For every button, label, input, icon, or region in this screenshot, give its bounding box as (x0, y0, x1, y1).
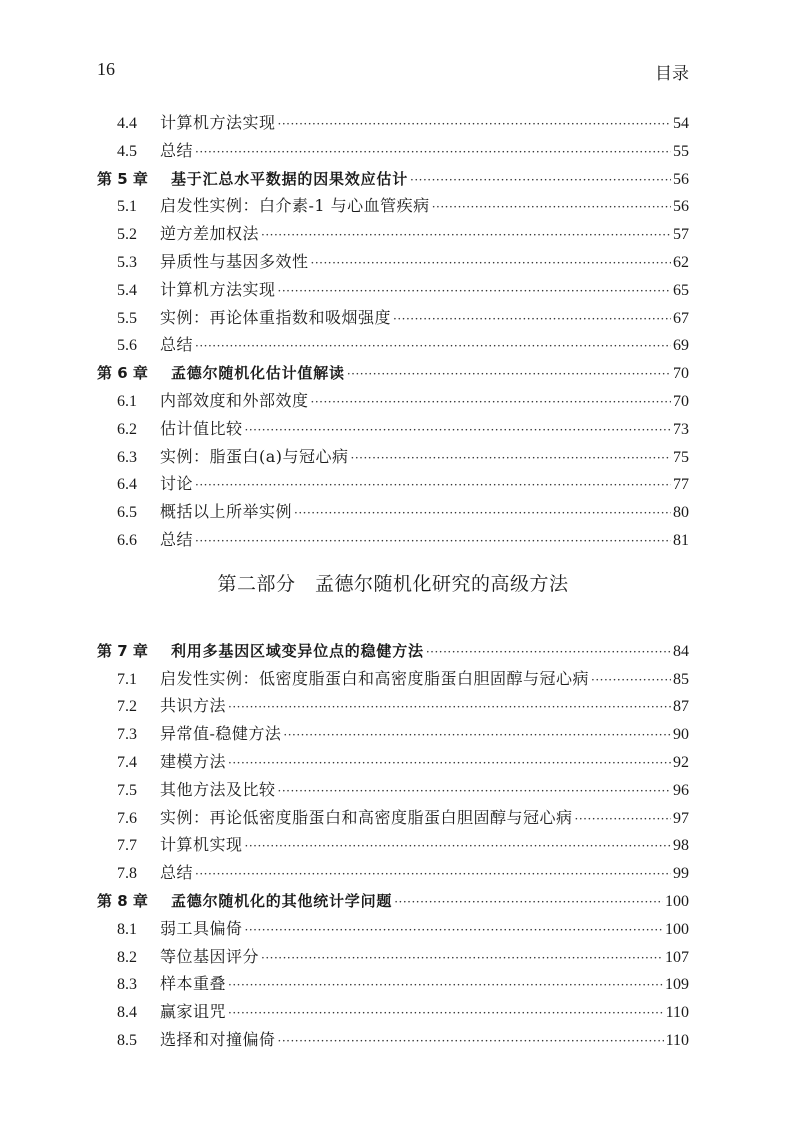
toc-entry-number: 第 6 章 (97, 364, 148, 383)
toc-entry-page: 65 (673, 281, 689, 299)
toc-entry-number: 6.5 (117, 504, 137, 522)
running-head: 目录 (655, 64, 689, 84)
toc-entry-number: 8.2 (117, 948, 137, 966)
toc-entry-title: 计算机方法实现 (160, 279, 276, 299)
toc-entry-number: 4.5 (117, 142, 137, 160)
dot-leader (195, 137, 671, 167)
toc-entry-page: 67 (673, 309, 689, 327)
dot-leader (228, 998, 664, 1028)
dot-leader (575, 804, 671, 834)
toc-entry-page: 110 (665, 1031, 689, 1049)
toc-section-entry[interactable] (97, 248, 689, 276)
dot-leader (245, 915, 663, 945)
toc-entry-number: 5.5 (117, 309, 137, 327)
dot-leader (294, 498, 671, 528)
dot-leader (432, 192, 671, 222)
toc-entry-title: 总结 (160, 863, 194, 883)
part-heading: 第二部分 孟德尔随机化研究的高级方法 (217, 572, 569, 595)
toc-entry-title: 基于汇总水平数据的因果效应估计 (171, 169, 409, 188)
dot-leader (311, 387, 671, 417)
toc-entry-page: 107 (665, 948, 689, 966)
toc-section-entry[interactable] (97, 720, 689, 748)
toc-entry-number: 8.4 (117, 1004, 137, 1022)
toc-entry-title: 总结 (160, 529, 194, 549)
dot-leader (347, 359, 671, 389)
toc-entry-page: 84 (673, 642, 689, 660)
toc-section-entry[interactable] (97, 804, 689, 832)
toc-entry-number: 6.2 (117, 420, 137, 438)
toc-entry-title: 实例：再论低密度脂蛋白和高密度脂蛋白胆固醇与冠心病 (160, 807, 573, 827)
toc-entry-title: 异常值-稳健方法 (160, 724, 282, 744)
dot-leader (426, 637, 671, 667)
toc-entry-page: 92 (673, 753, 689, 771)
table-of-contents (97, 109, 689, 1054)
toc-entry-title: 实例：脂蛋白(a)与冠心病 (160, 446, 349, 466)
toc-section-entry[interactable] (97, 859, 689, 887)
toc-entry-page: 56 (673, 198, 689, 216)
toc-entry-title: 总结 (160, 335, 194, 355)
dot-leader (311, 248, 671, 278)
toc-entry-number: 5.6 (117, 337, 137, 355)
toc-entry-title: 赢家诅咒 (160, 1002, 227, 1022)
toc-section-entry[interactable] (97, 915, 689, 943)
toc-entry-number: 7.6 (117, 809, 137, 827)
toc-section-entry[interactable] (97, 1026, 689, 1054)
toc-entry-number: 5.4 (117, 281, 137, 299)
dot-leader (393, 304, 671, 334)
toc-chapter-entry[interactable] (97, 359, 689, 387)
toc-entry-title: 计算机实现 (160, 835, 243, 855)
page-number: 16 (97, 59, 115, 79)
toc-entry-title: 选择和对撞偏倚 (160, 1029, 276, 1049)
toc-entry-title: 样本重叠 (160, 974, 227, 994)
toc-entry-page: 77 (673, 476, 689, 494)
toc-entry-title: 其他方法及比较 (160, 779, 276, 799)
toc-entry-page: 75 (673, 448, 689, 466)
toc-section-entry[interactable] (97, 692, 689, 720)
toc-entry-title: 估计值比较 (160, 418, 243, 438)
toc-chapter-entry[interactable] (97, 637, 689, 665)
toc-entry-number: 6.3 (117, 448, 137, 466)
toc-entry-page: 90 (673, 726, 689, 744)
toc-entry-number: 7.4 (117, 753, 137, 771)
toc-entry-number: 6.4 (117, 476, 137, 494)
toc-entry-page: 54 (673, 115, 689, 132)
toc-entry-number: 6.6 (117, 531, 137, 549)
toc-section-entry[interactable] (97, 526, 689, 554)
dot-leader (195, 859, 671, 889)
toc-entry-page: 99 (673, 865, 689, 883)
toc-entry-page: 70 (673, 365, 689, 383)
toc-entry-title: 内部效度和外部效度 (160, 390, 309, 410)
dot-leader (591, 665, 671, 695)
toc-section-entry[interactable] (97, 109, 689, 137)
toc-entry-page: 69 (673, 337, 689, 355)
toc-entry-number: 8.3 (117, 976, 137, 994)
toc-entry-title: 异质性与基因多效性 (160, 251, 309, 271)
toc-entry-number: 7.5 (117, 781, 137, 799)
toc-entry-title: 总结 (160, 140, 194, 160)
toc-entry-page: 109 (665, 976, 689, 994)
toc-section-entry[interactable] (97, 192, 689, 220)
toc-entry-page: 100 (665, 892, 689, 910)
toc-entry-number: 7.7 (117, 837, 137, 855)
toc-entry-number: 5.1 (117, 198, 137, 216)
toc-section-entry[interactable] (97, 220, 689, 248)
toc-section-entry[interactable] (97, 831, 689, 859)
toc-entry-title: 启发性实例：白介素-1 与心血管疾病 (160, 196, 430, 216)
dot-leader (228, 692, 671, 722)
toc-entry-page: 87 (673, 698, 689, 716)
toc-entry-title: 等位基因评分 (160, 946, 260, 966)
toc-entry-title: 孟德尔随机化的其他统计学问题 (171, 891, 393, 910)
toc-entry-number: 第 8 章 (97, 891, 148, 910)
toc-section-entry[interactable] (97, 443, 689, 471)
toc-entry-number: 7.3 (117, 726, 137, 744)
toc-entry-number: 第 5 章 (97, 169, 148, 188)
dot-leader (394, 887, 663, 917)
toc-section-entry[interactable] (97, 998, 689, 1026)
toc-section-entry[interactable] (97, 304, 689, 332)
toc-entry-page: 96 (673, 781, 689, 799)
toc-entry-page: 62 (673, 253, 689, 271)
toc-section-entry[interactable] (97, 387, 689, 415)
toc-entry-title: 孟德尔随机化估计值解读 (171, 364, 345, 383)
toc-section-entry[interactable] (97, 498, 689, 526)
toc-section-entry[interactable] (97, 470, 689, 498)
toc-entry-number: 8.1 (117, 920, 137, 938)
toc-entry-title: 建模方法 (160, 751, 227, 771)
toc-section-entry[interactable] (97, 276, 689, 304)
toc-entry-title: 弱工具偏倚 (160, 918, 243, 938)
toc-section-entry[interactable] (97, 665, 689, 693)
toc-section-entry[interactable] (97, 943, 689, 971)
toc-entry-page: 100 (665, 920, 689, 938)
dot-leader (245, 831, 671, 861)
toc-entry-page: 98 (673, 837, 689, 855)
dot-leader (283, 720, 671, 750)
toc-entry-number: 7.2 (117, 698, 137, 716)
dot-leader (228, 970, 663, 1000)
dot-leader (278, 276, 671, 306)
dot-leader (195, 331, 671, 361)
toc-section-entry[interactable] (97, 776, 689, 804)
toc-entry-page: 80 (673, 504, 689, 522)
toc-entry-title: 启发性实例：低密度脂蛋白和高密度脂蛋白胆固醇与冠心病 (160, 668, 590, 688)
toc-entry-number: 7.1 (117, 670, 137, 688)
dot-leader (278, 109, 671, 139)
toc-section-entry[interactable] (97, 137, 689, 165)
toc-entry-title: 讨论 (160, 474, 194, 494)
toc-section-entry[interactable] (97, 970, 689, 998)
toc-chapter-entry[interactable] (97, 165, 689, 193)
toc-entry-title: 利用多基因区域变异位点的稳健方法 (171, 641, 424, 660)
toc-entry-title: 概括以上所举实例 (160, 502, 293, 522)
toc-entry-title: 计算机方法实现 (160, 113, 276, 132)
dot-leader (195, 470, 671, 500)
toc-entry-number: 5.2 (117, 226, 137, 244)
dot-leader (351, 443, 671, 473)
toc-entry-page: 56 (673, 170, 689, 188)
toc-entry-number: 6.1 (117, 392, 137, 410)
toc-entry-page: 97 (673, 809, 689, 827)
toc-entry-number: 4.4 (117, 115, 137, 132)
dot-leader (278, 776, 671, 806)
dot-leader (278, 1026, 664, 1056)
dot-leader (245, 415, 671, 445)
toc-entry-page: 57 (673, 226, 689, 244)
toc-entry-page: 73 (673, 420, 689, 438)
dot-leader (261, 220, 671, 250)
toc-section-part-one (97, 109, 689, 554)
toc-entry-page: 85 (673, 670, 689, 688)
toc-entry-page: 70 (673, 392, 689, 410)
toc-entry-number: 7.8 (117, 865, 137, 883)
toc-entry-page: 81 (673, 531, 689, 549)
toc-entry-title: 共识方法 (160, 696, 227, 716)
toc-entry-title: 逆方差加权法 (160, 224, 260, 244)
toc-section-entry[interactable] (97, 331, 689, 359)
toc-entry-number: 第 7 章 (97, 641, 148, 660)
toc-entry-page: 110 (665, 1004, 689, 1022)
toc-entry-number: 8.5 (117, 1031, 137, 1049)
toc-entry-number: 5.3 (117, 253, 137, 271)
toc-section-part-two (97, 637, 689, 1054)
toc-section-entry[interactable] (97, 415, 689, 443)
toc-entry-title: 实例：再论体重指数和吸烟强度 (160, 307, 392, 327)
toc-section-entry[interactable] (97, 748, 689, 776)
dot-leader (195, 526, 671, 556)
toc-chapter-entry[interactable] (97, 887, 689, 915)
toc-entry-page: 55 (673, 142, 689, 160)
dot-leader (410, 165, 671, 195)
dot-leader (261, 943, 663, 973)
dot-leader (228, 748, 671, 778)
